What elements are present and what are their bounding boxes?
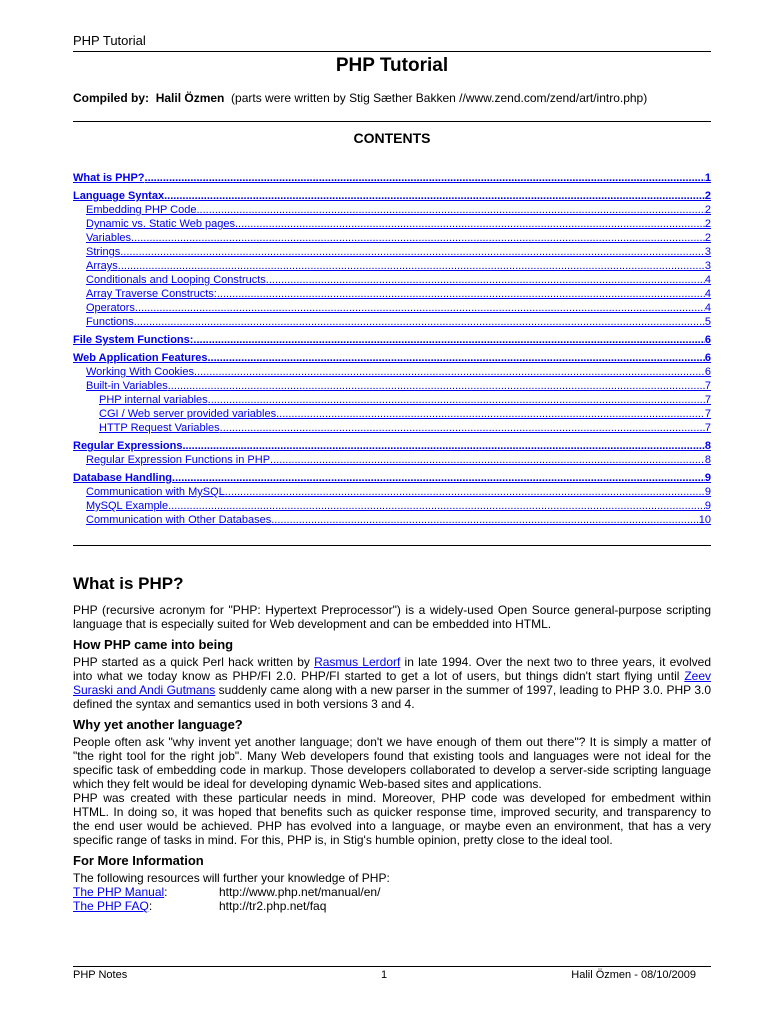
toc-entry[interactable] bbox=[73, 379, 711, 393]
toc-leader-dots bbox=[220, 421, 705, 435]
rasmus-lerdorf-link[interactable]: Rasmus Lerdorf bbox=[314, 655, 401, 669]
php-faq-url: http://tr2.php.net/faq bbox=[219, 899, 327, 913]
toc-entry[interactable] bbox=[73, 421, 711, 435]
header-rule bbox=[73, 51, 711, 52]
toc-entry-title: Arrays bbox=[86, 260, 118, 272]
toc-leader-dots bbox=[208, 393, 705, 407]
toc-entry-page: 3 bbox=[704, 260, 711, 272]
toc-leader-dots bbox=[168, 499, 705, 513]
toc-leader-dots bbox=[168, 379, 705, 393]
toc-entry-page: 8 bbox=[704, 454, 711, 466]
toc-entry[interactable] bbox=[73, 301, 711, 315]
toc-entry[interactable] bbox=[73, 485, 711, 499]
toc-leader-dots bbox=[193, 333, 704, 347]
toc-entry[interactable] bbox=[73, 273, 711, 287]
document-title: PHP Tutorial bbox=[335, 55, 449, 76]
toc-entry-page: 1 bbox=[704, 172, 711, 184]
toc-leader-dots bbox=[235, 217, 705, 231]
toc-entry-title: Array Traverse Constructs: bbox=[86, 288, 217, 300]
toc-entry-page: 4 bbox=[704, 288, 711, 300]
toc-entry-title: Variables bbox=[86, 232, 132, 244]
php-manual-url: http://www.php.net/manual/en/ bbox=[219, 885, 381, 899]
compiled-label: Compiled by: bbox=[73, 91, 150, 105]
toc-entry-title: Communication with Other Databases bbox=[86, 514, 272, 526]
toc-entry-page: 9 bbox=[704, 486, 711, 498]
more-info-intro: The following resources will further your knowledge of PHP: bbox=[73, 871, 390, 885]
php-faq-link[interactable]: The PHP FAQ bbox=[73, 899, 149, 913]
toc-entry-page: 6 bbox=[704, 366, 711, 378]
toc-entry-page: 7 bbox=[704, 380, 711, 392]
toc-leader-dots bbox=[217, 287, 705, 301]
resource-row bbox=[73, 885, 711, 899]
footer-rule bbox=[73, 966, 711, 967]
toc-entry-title: Strings bbox=[86, 246, 121, 258]
title-rule bbox=[73, 121, 711, 122]
toc-leader-dots bbox=[145, 171, 705, 185]
toc-entry-page: 4 bbox=[704, 274, 711, 286]
toc-entry[interactable] bbox=[73, 513, 711, 527]
toc-entry-title: Working With Cookies bbox=[86, 366, 194, 378]
toc-leader-dots bbox=[207, 351, 704, 365]
toc-entry[interactable] bbox=[73, 453, 711, 467]
toc-leader-dots bbox=[135, 301, 705, 315]
toc-entry-page: 6 bbox=[704, 334, 711, 346]
toc-entry[interactable] bbox=[73, 315, 711, 329]
toc-entry-title: Web Application Features bbox=[73, 352, 208, 364]
separator: : bbox=[164, 885, 168, 899]
toc-entry[interactable] bbox=[73, 407, 711, 421]
php-manual-link[interactable]: The PHP Manual bbox=[73, 885, 165, 899]
toc-entry[interactable] bbox=[73, 287, 711, 301]
toc-leader-dots bbox=[276, 407, 705, 421]
section-heading-what-is-php: What is PHP? bbox=[73, 574, 184, 593]
toc-leader-dots bbox=[266, 273, 705, 287]
contents-heading: CONTENTS bbox=[353, 130, 431, 146]
toc-leader-dots bbox=[134, 315, 705, 329]
toc-leader-dots bbox=[172, 471, 705, 485]
why-another-paragraph-2: PHP was created with these particular needs in mind. Moreover, PHP code was developed for embedment within HTML. In doing so, it was hoped that benefits such as quicker response time, improved security, and transparency to the end user would be achieved. PHP has evolved into a language, or maybe even an environment, that has a very specific range of tasks in mind. For this, PHP is, in Stig's humble opinion, pretty close to the ideal tool. bbox=[73, 791, 711, 847]
document-body bbox=[73, 573, 711, 913]
toc-entry-title: MySQL Example bbox=[86, 500, 169, 512]
toc-entry-title: Embedding PHP Code bbox=[86, 204, 197, 216]
toc-entry[interactable] bbox=[73, 393, 711, 407]
toc-entry-title: Dynamic vs. Static Web pages bbox=[86, 218, 235, 230]
page-number: 1 bbox=[381, 969, 388, 981]
resource-row bbox=[73, 899, 711, 913]
footer-right: Halil Özmen - 08/10/2009 bbox=[571, 969, 696, 981]
toc-leader-dots bbox=[225, 485, 705, 499]
toc-entry[interactable] bbox=[73, 439, 711, 453]
contents-rule bbox=[73, 545, 711, 546]
toc-entry-title: File System Functions: bbox=[73, 334, 194, 346]
toc-entry-title: What is PHP? bbox=[73, 172, 145, 184]
toc-entry-title: Regular Expression Functions in PHP bbox=[86, 454, 271, 466]
toc-entry-page: 10 bbox=[698, 514, 711, 526]
toc-entry-page: 7 bbox=[704, 422, 711, 434]
toc-entry[interactable] bbox=[73, 365, 711, 379]
toc-leader-dots bbox=[164, 189, 705, 203]
toc-entry[interactable] bbox=[73, 499, 711, 513]
zeev-andi-link[interactable]: Zeev Suraski and Andi Gutmans bbox=[73, 669, 711, 697]
table-of-contents bbox=[73, 171, 711, 527]
toc-entry-page: 7 bbox=[704, 394, 711, 406]
toc-entry-page: 2 bbox=[704, 232, 711, 244]
toc-entry-page: 2 bbox=[704, 218, 711, 230]
toc-entry[interactable] bbox=[73, 171, 711, 185]
toc-entry-page: 4 bbox=[704, 302, 711, 314]
toc-entry-title: Operators bbox=[86, 302, 135, 314]
why-another-paragraph-1: People often ask "why invent yet another language; don't we have enough of them out there"? It is simply a matter of "the right tool for the right job". Many Web developers found that existing tools and languages were not ideal for the specific task of embedding code in markup. Those developers collaborated to develop a server-side scripting language which they felt would be ideal for developing dynamic Web-based sites and applications. bbox=[73, 735, 711, 791]
toc-entry-title: Regular Expressions bbox=[73, 440, 183, 452]
text-fragment: suddenly came along with a new parser in the summer of 1997, leading to PHP 3.0. PHP 3.0 defined the syntax and semantics used in both versions 3 and 4. bbox=[73, 683, 711, 711]
compiled-author: Halil Özmen bbox=[155, 91, 225, 105]
subheading-how-php-came: How PHP came into being bbox=[73, 637, 234, 652]
toc-entry-title: CGI / Web server provided variables bbox=[99, 408, 277, 420]
toc-leader-dots bbox=[120, 245, 705, 259]
toc-leader-dots bbox=[270, 453, 705, 467]
toc-entry-title: Built-in Variables bbox=[86, 380, 168, 392]
toc-entry-title: PHP internal variables bbox=[99, 394, 208, 406]
toc-entry[interactable] bbox=[73, 351, 711, 365]
subheading-why-another-language: Why yet another language? bbox=[73, 717, 243, 732]
toc-entry-page: 8 bbox=[704, 440, 711, 452]
toc-entry-page: 2 bbox=[704, 204, 711, 216]
toc-entry-title: Database Handling bbox=[73, 472, 173, 484]
toc-leader-dots bbox=[196, 203, 704, 217]
how-php-came-paragraph bbox=[73, 655, 711, 711]
toc-entry-page: 9 bbox=[704, 500, 711, 512]
toc-entry-title: Language Syntax bbox=[73, 190, 165, 202]
toc-entry[interactable] bbox=[73, 189, 711, 203]
toc-entry[interactable] bbox=[73, 333, 711, 347]
text-fragment: PHP started as a quick Perl hack written by bbox=[73, 655, 315, 669]
toc-leader-dots bbox=[182, 439, 704, 453]
toc-leader-dots bbox=[194, 365, 705, 379]
toc-entry[interactable] bbox=[73, 245, 711, 259]
subheading-more-information: For More Information bbox=[73, 853, 204, 868]
toc-leader-dots bbox=[118, 259, 705, 273]
toc-entry[interactable] bbox=[73, 259, 711, 273]
toc-entry-title: Conditionals and Looping Constructs bbox=[86, 274, 266, 286]
toc-entry-title: Functions bbox=[86, 316, 134, 328]
toc-entry-title: HTTP Request Variables bbox=[99, 422, 220, 434]
compiled-by-line bbox=[73, 91, 647, 105]
toc-entry[interactable] bbox=[73, 203, 711, 217]
toc-entry[interactable] bbox=[73, 471, 711, 485]
toc-leader-dots bbox=[271, 513, 699, 527]
toc-entry-page: 5 bbox=[704, 316, 711, 328]
running-header: PHP Tutorial bbox=[73, 33, 146, 48]
toc-entry-page: 9 bbox=[704, 472, 711, 484]
toc-entry-page: 7 bbox=[704, 408, 711, 420]
toc-entry-title: Communication with MySQL bbox=[86, 486, 225, 498]
toc-entry[interactable] bbox=[73, 217, 711, 231]
separator: : bbox=[148, 899, 153, 913]
toc-entry-page: 2 bbox=[704, 190, 711, 202]
what-is-php-paragraph: PHP (recursive acronym for "PHP: Hypertext Preprocessor") is a widely-used Open Source general-purpose scripting language that is especially suited for Web development and can be embedded into HTML. bbox=[73, 603, 711, 631]
compiled-note: (parts were written by Stig Sæther Bakken //www.zend.com/zend/art/intro.php) bbox=[231, 91, 648, 105]
footer-left: PHP Notes bbox=[73, 969, 128, 981]
toc-entry[interactable] bbox=[73, 231, 711, 245]
toc-entry-page: 6 bbox=[704, 352, 711, 364]
toc-entry-page: 3 bbox=[704, 246, 711, 258]
toc-leader-dots bbox=[131, 231, 705, 245]
text-fragment: in late 1994. Over the next two to three years, it evolved into what we today know as PHP/FI 2.0. PHP/FI started to get a lot of users, but things didn't start flying until bbox=[73, 655, 711, 683]
